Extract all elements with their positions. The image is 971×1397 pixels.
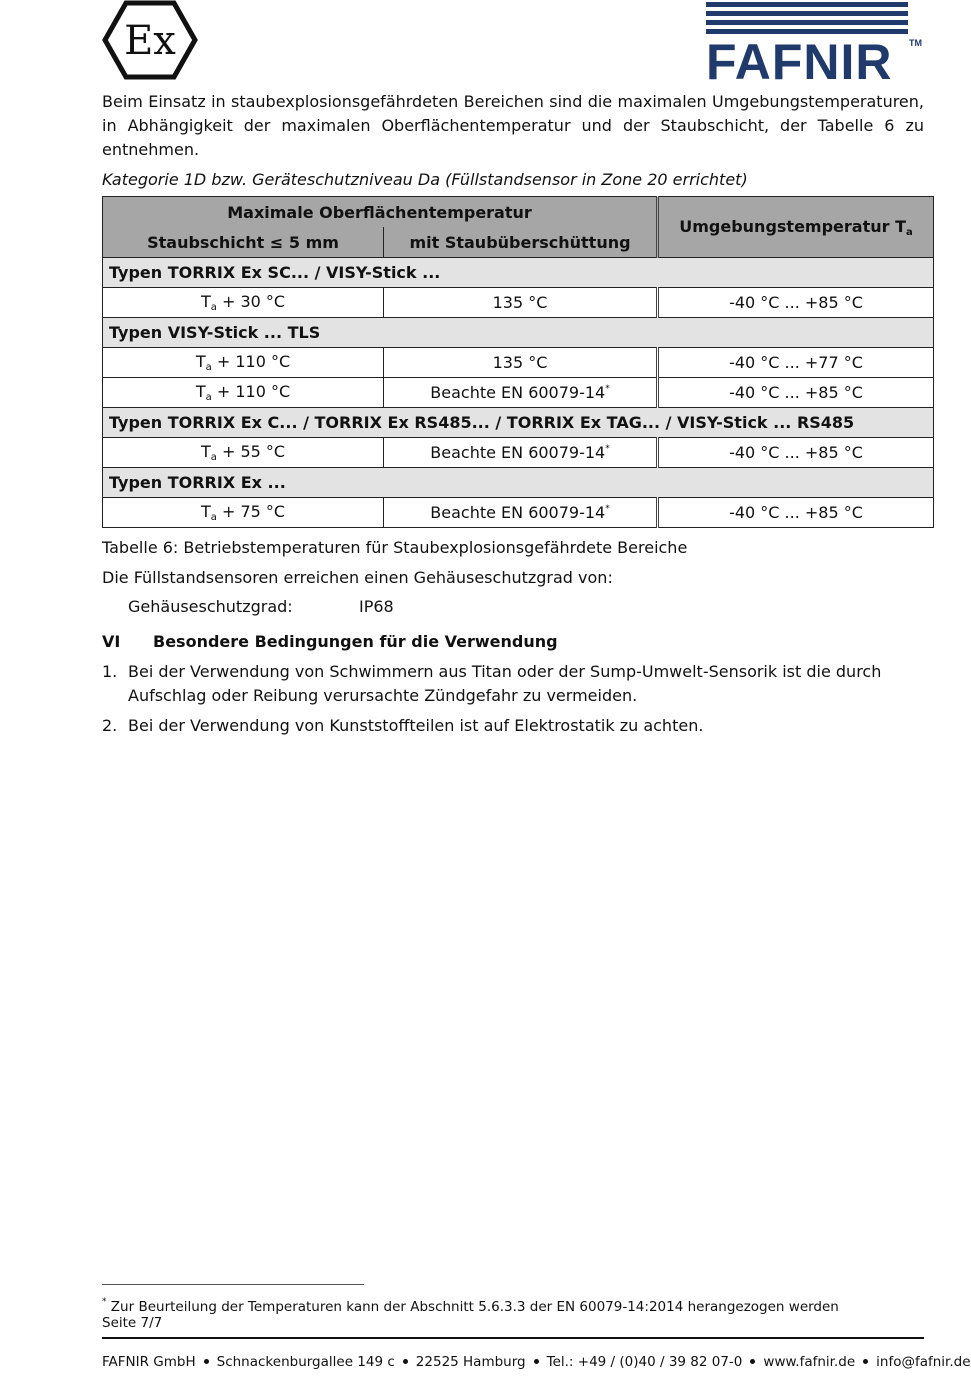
- footer-website[interactable]: www.fafnir.de: [763, 1354, 856, 1370]
- cell-dust-layer: $T_a + 75$ °C: [103, 498, 384, 528]
- footer-email[interactable]: info@fafnir.de: [876, 1354, 971, 1370]
- list-item-number: 2.: [102, 716, 118, 735]
- list-item-text: Bei der Verwendung von Kunststoffteilen ist auf Elektrostatik zu achten.: [128, 716, 704, 735]
- header-ambient: Umgebungstemperatur $T_a$: [658, 197, 934, 258]
- fafnir-logo: [706, 2, 926, 90]
- header-dust-cover: mit Staubüberschüttung: [384, 227, 658, 258]
- bullet-icon: [403, 1359, 408, 1364]
- cell-dust-cover: Beachte EN 60079-14*: [384, 498, 658, 528]
- protection-value: IP68: [359, 597, 394, 616]
- cell-dust-layer: $T_a + 110$ °C: [103, 378, 384, 408]
- cell-dust-cover: Beachte EN 60079-14*: [384, 438, 658, 468]
- footnote: [102, 1292, 839, 1317]
- bullet-icon: [204, 1359, 209, 1364]
- table-group-row: [103, 318, 934, 348]
- cell-ambient: -40 °C ... +85 °C: [658, 438, 934, 468]
- cell-dust-cover: 135 °C: [384, 288, 658, 318]
- bullet-icon: [534, 1359, 539, 1364]
- cell-dust-layer: $T_a + 30$ °C: [103, 288, 384, 318]
- group-title: Typen TORRIX Ex C... / TORRIX Ex RS485... / TORRIX Ex TAG... / VISY-Stick ... RS485: [103, 408, 934, 438]
- cell-dust-layer: $T_a + 55$ °C: [103, 438, 384, 468]
- protection-label: Gehäuseschutzgrad:: [128, 597, 293, 616]
- header-max-surface: Maximale Oberflächentemperatur: [103, 197, 658, 228]
- fafnir-brand: FAFNIR: [706, 34, 893, 90]
- footer-street: Schnackenburgallee 149 c: [216, 1354, 395, 1370]
- ex-logo-text: Ex: [124, 18, 176, 64]
- cell-dust-layer: $T_a + 110$ °C: [103, 348, 384, 378]
- table-row: [103, 438, 934, 468]
- header-dust-layer: Staubschicht ≤ 5 mm: [103, 227, 384, 258]
- bullet-icon: [750, 1359, 755, 1364]
- cell-ambient: -40 °C ... +85 °C: [658, 378, 934, 408]
- group-title: Typen TORRIX Ex ...: [103, 468, 934, 498]
- table-group-row: [103, 258, 934, 288]
- cell-dust-cover: 135 °C: [384, 348, 658, 378]
- section-title: Besondere Bedingungen für die Verwendung: [153, 632, 558, 651]
- list-item-text: Bei der Verwendung von Schwimmern aus Titan oder der Sump-Umwelt-Sensorik ist die durch Aufschlag oder Reibung verursachte Zündgefahr zu vermeiden.: [128, 662, 882, 705]
- cell-ambient: -40 °C ... +85 °C: [658, 288, 934, 318]
- footnote-mark: *: [102, 1297, 107, 1307]
- ex-logo: [102, 0, 198, 80]
- footer: [102, 1352, 971, 1372]
- group-title: Typen TORRIX Ex SC... / VISY-Stick ...: [103, 258, 934, 288]
- temperature-table: [102, 196, 934, 528]
- group-title: Typen VISY-Stick ... TLS: [103, 318, 934, 348]
- ex-hexagon-icon: [102, 0, 198, 80]
- table-group-row: [103, 408, 934, 438]
- section-number: VI: [102, 632, 121, 651]
- table-row: [103, 378, 934, 408]
- cell-dust-cover: Beachte EN 60079-14*: [384, 378, 658, 408]
- table-row: [103, 498, 934, 528]
- table-caption: Tabelle 6: Betriebstemperaturen für Staubexplosionsgefährdete Bereiche: [102, 538, 688, 557]
- protection-intro: Die Füllstandsensoren erreichen einen Gehäuseschutzgrad von:: [102, 568, 613, 587]
- category-line: Kategorie 1D bzw. Geräteschutzniveau Da (Füllstandsensor in Zone 20 errichtet): [102, 170, 748, 189]
- intro-paragraph: Beim Einsatz in staubexplosionsgefährdeten Bereichen sind die maximalen Umgebungstemperaturen, in Abhängigkeit der maximalen Oberflächentemperatur und der Staubschicht, der Tabelle 6 zu entnehmen.: [102, 92, 924, 159]
- footer-phone: Tel.: +49 / (0)40 / 39 82 07-0: [546, 1354, 743, 1370]
- list-item-number: 1.: [102, 662, 118, 681]
- fafnir-tm: TM: [909, 38, 922, 48]
- bullet-icon: [863, 1359, 868, 1364]
- footer-city: 22525 Hamburg: [415, 1354, 526, 1370]
- cell-ambient: -40 °C ... +77 °C: [658, 348, 934, 378]
- table-row: [103, 348, 934, 378]
- footnote-text: Zur Beurteilung der Temperaturen kann der Abschnitt 5.6.3.3 der EN 60079-14:2014 herangezogen werden: [110, 1299, 839, 1315]
- table-group-row: [103, 468, 934, 498]
- page-number: Seite 7/7: [102, 1315, 163, 1331]
- table-row: [103, 288, 934, 318]
- footer-divider: [102, 1337, 924, 1339]
- cell-ambient: -40 °C ... +85 °C: [658, 498, 934, 528]
- footnote-divider: [102, 1284, 364, 1285]
- footer-company: FAFNIR GmbH: [102, 1354, 196, 1370]
